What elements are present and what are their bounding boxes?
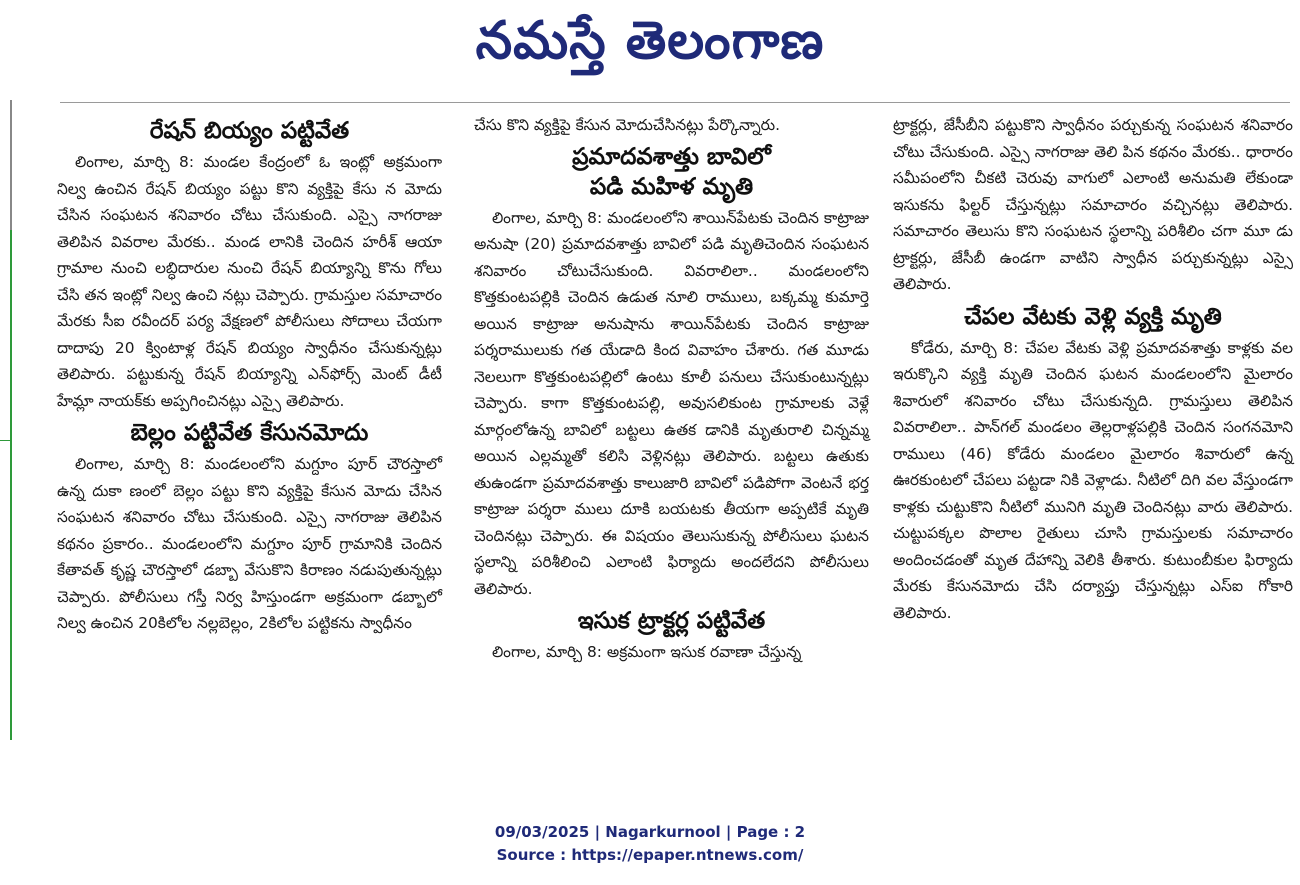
article-heading-jaggery: బెల్లం పట్టివేత కేసునమోదు (130, 420, 369, 446)
left-edge-divider (0, 440, 10, 441)
column-1 (57, 112, 442, 637)
article-body-fishing-death: కోడేరు, మార్చి 8: చేపల వేటకు వెళ్లి ప్రమాదవశాత్తు కాళ్లకు వల ఇరుక్కొని వ్యక్తి మృతి చెందిన ఘటన మండలంలోని మైలారం శివారులో శనివారం చోటు చేసుకున్నది. గ్రామస్తులు తెలిపిన వివరాలిలా.. పాన్‌గల్ మండలం తెల్లరాళ్లపల్లికి చెందిన సంగనమోని రాములు (46) కోడేరు మండలం మైలారం శివారులో ఉన్న ఊరకుంటలో చేపలు పట్టడా నికి వెళ్లాడు. నీటిలో దిగి వల వేస్తుండగా కాళ్లకు చుట్టుకొని నీటిలో మునిగి మృతి చెందినట్లు వారు తెలిపారు. చుట్టుపక్కల పొలాల రైతులు చూసి గ్రామస్తులకు సమాచారం అందించడంతో మృత దేహాన్ని వెలికి తీశారు. కుటుంబీకుల ఫిర్యాదు మేరకు కేసునమోదు చేసి దర్యాప్తు చేస్తున్నట్లు ఎస్ఐ గోకారి తెలిపారు. (893, 338, 1293, 622)
article-heading-fishing-death: చేపల వేటకు వెళ్లి వ్యక్తి మృతి (964, 303, 1222, 330)
left-edge-strip (0, 100, 12, 230)
footer-date-page: 09/03/2025 | Nagarkurnool | Page : 2 (494, 823, 806, 841)
article-heading-ration-rice: రేషన్ బియ్యం పట్టివేత (149, 118, 350, 144)
article-body-well-death: లింగాల, మార్చి 8: మండలంలోని శాయిన్‌పేటకు చెందిన కాట్రాజు అనుషా (20) ప్రమాదవశాత్తు బావిలో పడి మృతిచెందిన సంఘటన శనివారం చోటుచేసుకుంది. వివరాలిలా.. మండలంలోని కొత్తకుంటపల్లికి చెందిన ఉడుత నూలి రాములు, బక్కమ్మ కుమార్తె అయిన కాట్రాజు అనుషాను శాయిన్‌పేటకు చెందిన కాట్రాజు పర్శరాములుకు గత యేడాది కింద వివాహం చేశారు. గత మూడు నెలలుగా కొత్తకుంటపల్లిలో ఉంటు కూలీ పనులు చేసుకుంటున్నట్లు చెప్పారు. కాగా కొత్తకుంటపల్లి, అవుసలికుంట గ్రామాలకు వెళ్లే మార్గంలోఉన్న బావిలో బట్టలు ఉతక డానికి మృతురాలి చిన్నమ్మ అయిన ఎల్లమ్మతో కలిసి వెళ్లినట్లు తెలిపారు. బట్టలు ఉతుకు తుఉండగా ప్రమాదవశాత్తు కాలుజారి బావిలో పడిపోగా వెంటనే భర్త కాట్రాజు పర్శరా ములు దూకి బయటకు తీయగా అప్పటికే మృతి చెందినట్లు చెప్పారు. ఈ విషయం తెలుసుకున్న పోలీసులు ఘటన స్థలాన్ని పరిశీలించి ఎలాంటి ఫిర్యాదు అందలేదని పోలీసులు తెలిపారు. (474, 208, 869, 598)
article-body-ration-rice: లింగాల, మార్చి 8: మండల కేంద్రంలో ఓ ఇంట్లో అక్రమంగా నిల్వ ఉంచిన రేషన్ బియ్యం పట్టు కొని వ్యక్తిపై కేసు న మోదు చేసిన సంఘటన శనివారం చోటు చేసుకుంది. ఎస్సై నాగరాజు తెలిపిన వివరాల మేరకు.. మండ లానికి చెందిన హరీశ్ ఆయా గ్రామాల నుంచి లబ్ధిదారుల నుంచి రేషన్ బియ్యాన్ని కొను గోలు చేసి తన ఇంట్లో నిల్వ ఉంచి నట్లు చెప్పారు. గ్రామస్తుల సమాచారం మేరకు సీఐ రవీందర్ పర్య వేక్షణలో పోలీసులు సోదాలు చేయగా దాదాపు 20 క్వింటాళ్ల రేషన్ బియ్యం స్వాధీనం చేసుకున్నట్లు తెలిపారు. పట్టుకున్న రేషన్ బియ్యాన్ని ఎన్‌ఫోర్స్ మెంట్ డీటీ హేమ్లా నాయక్‌కు అప్పగించినట్లు ఎస్సై తెలిపారు. (57, 153, 442, 410)
article-body-jaggery: లింగాల, మార్చి 8: మండలంలోని మగ్దూం పూర్ చౌరస్తాలో ఉన్న దుకా ణంలో బెల్లం పట్టు కొని వ్యక్తిపై కేసున మోదు చేసిన సంఘటన శనివారం చోటు చేసుకుంది. ఎస్సై నాగరాజు తెలిపిన కథనం ప్రకారం.. మండలంలోని మగ్దూం పూర్ గ్రామానికి చెందిన కేతావత్ కృష్ణ చౌరస్తాలో డబ్బా వేసుకొని కిరాణం నడుపుతున్నట్లు చెప్పారు. పోలీసులు గస్తీ నిర్వ హిస్తుండగా అక్రమంగా డబ్బాలో నిల్వ ఉంచిన 20కిలోల నల్లబెల్లం, 2కిలోల పట్టికను స్వాధీనం (57, 455, 442, 632)
footer-source-link[interactable]: Source : https://epaper.ntnews.com/ (496, 846, 804, 864)
article-heading-sand-tractors: ఇసుక ట్రాక్టర్ల పట్టివేత (577, 608, 766, 634)
article-body-sand-tractors-continued: ట్రాక్టర్లు, జేసీబీని పట్టుకొని స్వాధీనం పర్చుకున్న సంఘటన శనివారం చోటు చేసుకుంది. ఎస్సై నాగరాజు తెలి పిన కథనం మేరకు.. ధారారం సమీపంలోని చీకటి చెరువు వాగులో ఎలాంటి అనుమతి లేకుండా ఇసుకను ఫిల్టర్ చేస్తున్నట్లు సమాచారం వచ్చినట్లు తెలిపారు. సమాచారం తెలుసు కొని సంఘటన స్థలాన్ని పరిశీలిం చగా మూ డు ట్రాక్టర్లు, జేసీబీ ఉండగా వాటిని స్వాధీన పర్చుకున్నట్లు ఎస్సై తెలిపారు. (893, 116, 1293, 293)
article-heading-well-death-line1: ప్రమాదవశాత్తు బావిలో (572, 143, 771, 170)
left-edge-strip-green (0, 230, 12, 740)
article-body-sand-tractors: లింగాల, మార్చి 8: అక్రమంగా ఇసుక రవాణా చేస్తున్న (492, 643, 802, 661)
header-divider (60, 102, 1290, 103)
article-body-jaggery-continued: చేసు కొని వ్యక్తిపై కేసున మోదుచేసినట్లు పేర్కొన్నారు. (474, 116, 780, 134)
column-3 (893, 112, 1293, 626)
masthead-logo: నమస్తే తెలంగాణ (475, 11, 825, 71)
column-2 (474, 112, 869, 666)
article-heading-well-death-line2: పడి మహిళ మృతి (589, 173, 754, 200)
